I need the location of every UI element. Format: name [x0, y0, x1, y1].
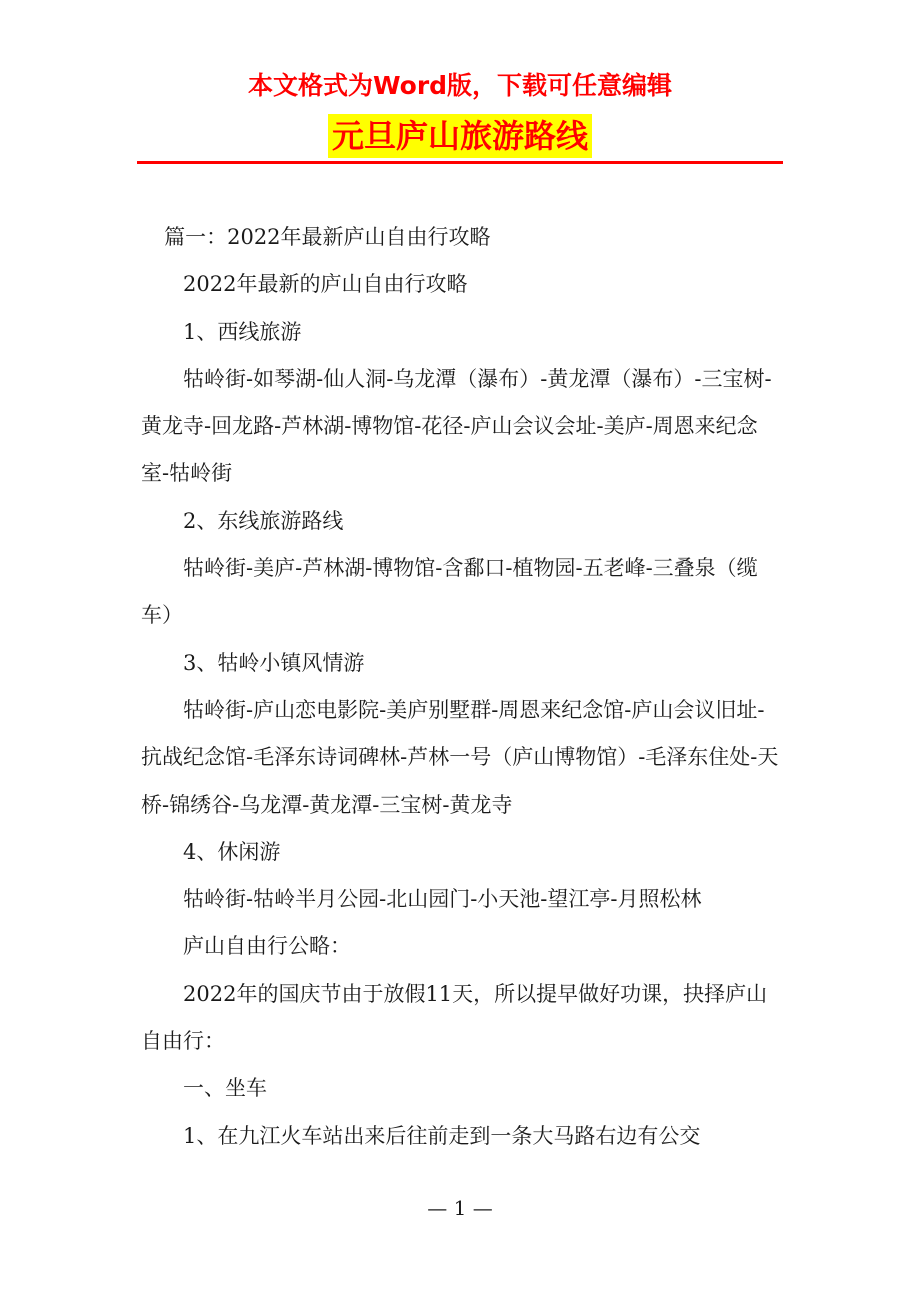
paragraph: 2022年的国庆节由于放假11天，所以提早做好功课，抉择庐山自由行： — [141, 981, 768, 1054]
list-heading: 1、西线旅游 — [183, 319, 302, 344]
paragraph: 牯岭街-庐山恋电影院-美庐别墅群-周恩来纪念馆-庐山会议旧址-抗战纪念馆-毛泽东诗词碑林-芦林一号（庐山博物馆）-毛泽东住处-天桥-锦绣谷-乌龙潭-黄龙潭-三宝树-黄龙寺 — [141, 697, 779, 817]
document-body — [141, 214, 783, 1160]
paragraph: 牯岭街-美庐-芦林湖-博物馆-含鄱口-植物园-五老峰-三叠泉（缆车） — [141, 556, 758, 628]
document-title: 元旦庐山旅游路线 — [328, 114, 592, 158]
list-heading: 2、东线旅游路线 — [183, 508, 344, 533]
list-heading: 一、坐车 — [183, 1076, 267, 1101]
title-divider — [137, 161, 783, 164]
section-heading: 篇一：2022年最新庐山自由行攻略 — [164, 225, 491, 249]
paragraph: 牯岭街-牯岭半月公园-北山园门-小天池-望江亭-月照松林 — [183, 887, 702, 912]
list-heading: 4、休闲游 — [183, 839, 281, 864]
paragraph: 庐山自由行公略： — [183, 934, 351, 959]
format-notice: 本文格式为Word版，下载可任意编辑 — [247, 71, 673, 100]
list-heading: 3、牯岭小镇风情游 — [183, 650, 365, 675]
page-number: — 1 — — [427, 1196, 493, 1220]
paragraph: 牯岭街-如琴湖-仙人洞-乌龙潭（瀑布）-黄龙潭（瀑布）-三宝树-黄龙寺-回龙路-芦林湖-博物馆-花径-庐山会议会址-美庐-周恩来纪念室-牯岭街 — [141, 366, 772, 486]
paragraph: 2022年最新的庐山自由行攻略 — [183, 272, 468, 297]
title-container — [0, 114, 920, 158]
paragraph: 1、在九江火车站出来后往前走到一条大马路右边有公交 — [183, 1123, 701, 1148]
